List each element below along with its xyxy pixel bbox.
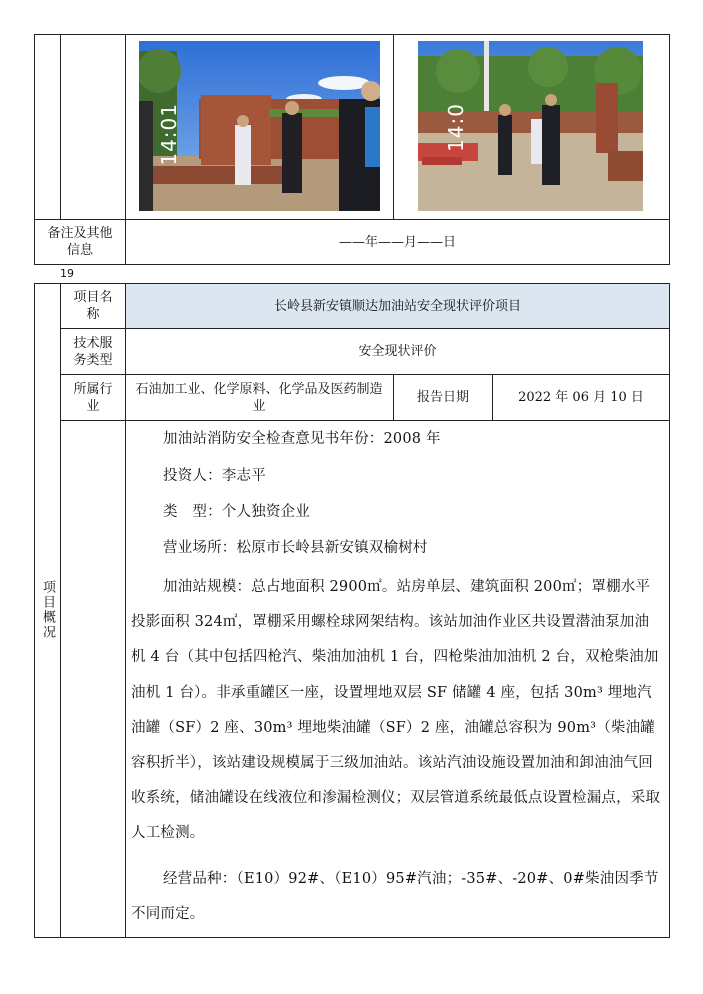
- report-date-label: 报告日期: [416, 390, 469, 405]
- remarks-date-placeholder: ——年——月——日: [338, 234, 456, 250]
- overview-label: 项目概况: [40, 580, 55, 640]
- overview-paragraph-scale: 加油站规模：总占地面积 2900㎡。站房单层、建筑面积 200㎡；罩棚水平投影面积 324㎡，罩棚采用螺栓球网架结构。该站加油作业区共设置潜油泵加油机 4 台（其中包括四枪汽、柴油加油机 1 台，四枪柴油加油机 2 台，双枪柴油加油机 1 台）。非承重罐区一座，设置埋地双层 SF 储罐 4 座，包括 30m³ 埋地汽油罐（SF）2 座、30m³ 埋地柴油罐（SF）2 座，油罐总容积为 90m³（柴油罐容积折半），该站建设规模属于三级加油站。该站汽油设施设置加油和卸油油气回收系统，储油罐设在线液位和渗漏检测仪；双层管道系统最低点设置检漏点，采取人工检测。: [131, 579, 661, 842]
- industry-label: 所属行业: [73, 381, 113, 414]
- overview-paragraph-location: 营业场所：松原市长岭县新安镇双榆树村: [163, 540, 428, 556]
- site-photo-left: [139, 41, 380, 211]
- photo-right-timestamp: 14:0: [444, 103, 468, 152]
- overview-paragraph-products: 经营品种：（E10）92#、（E10）95#汽油；-35#、-20#、0#柴油因季节不同而定。: [131, 871, 659, 922]
- overview-paragraph-investor: 投资人：李志平: [163, 468, 266, 484]
- overview-paragraph-type: 类 型：个人独资企业: [163, 504, 310, 520]
- service-type-value: 安全现状评价: [358, 344, 437, 359]
- page-number: 19: [60, 267, 74, 280]
- report-date-value: 2022 年 06 月 10 日: [518, 390, 644, 405]
- overview-paragraph-fire-inspection: 加油站消防安全检查意见书年份：2008 年: [163, 431, 441, 447]
- project-name-value: 长岭县新安镇顺达加油站安全现状评价项目: [273, 298, 521, 314]
- project-name-label: 项目名称: [73, 290, 113, 322]
- industry-value: 石油加工业、化学原料、化学品及医药制造业: [135, 381, 383, 414]
- photo-left-timestamp: 14:01: [157, 103, 181, 166]
- remarks-label: 备注及其他信息: [47, 226, 113, 258]
- site-photo-right: [418, 41, 643, 211]
- service-type-label: 技术服务类型: [73, 335, 113, 368]
